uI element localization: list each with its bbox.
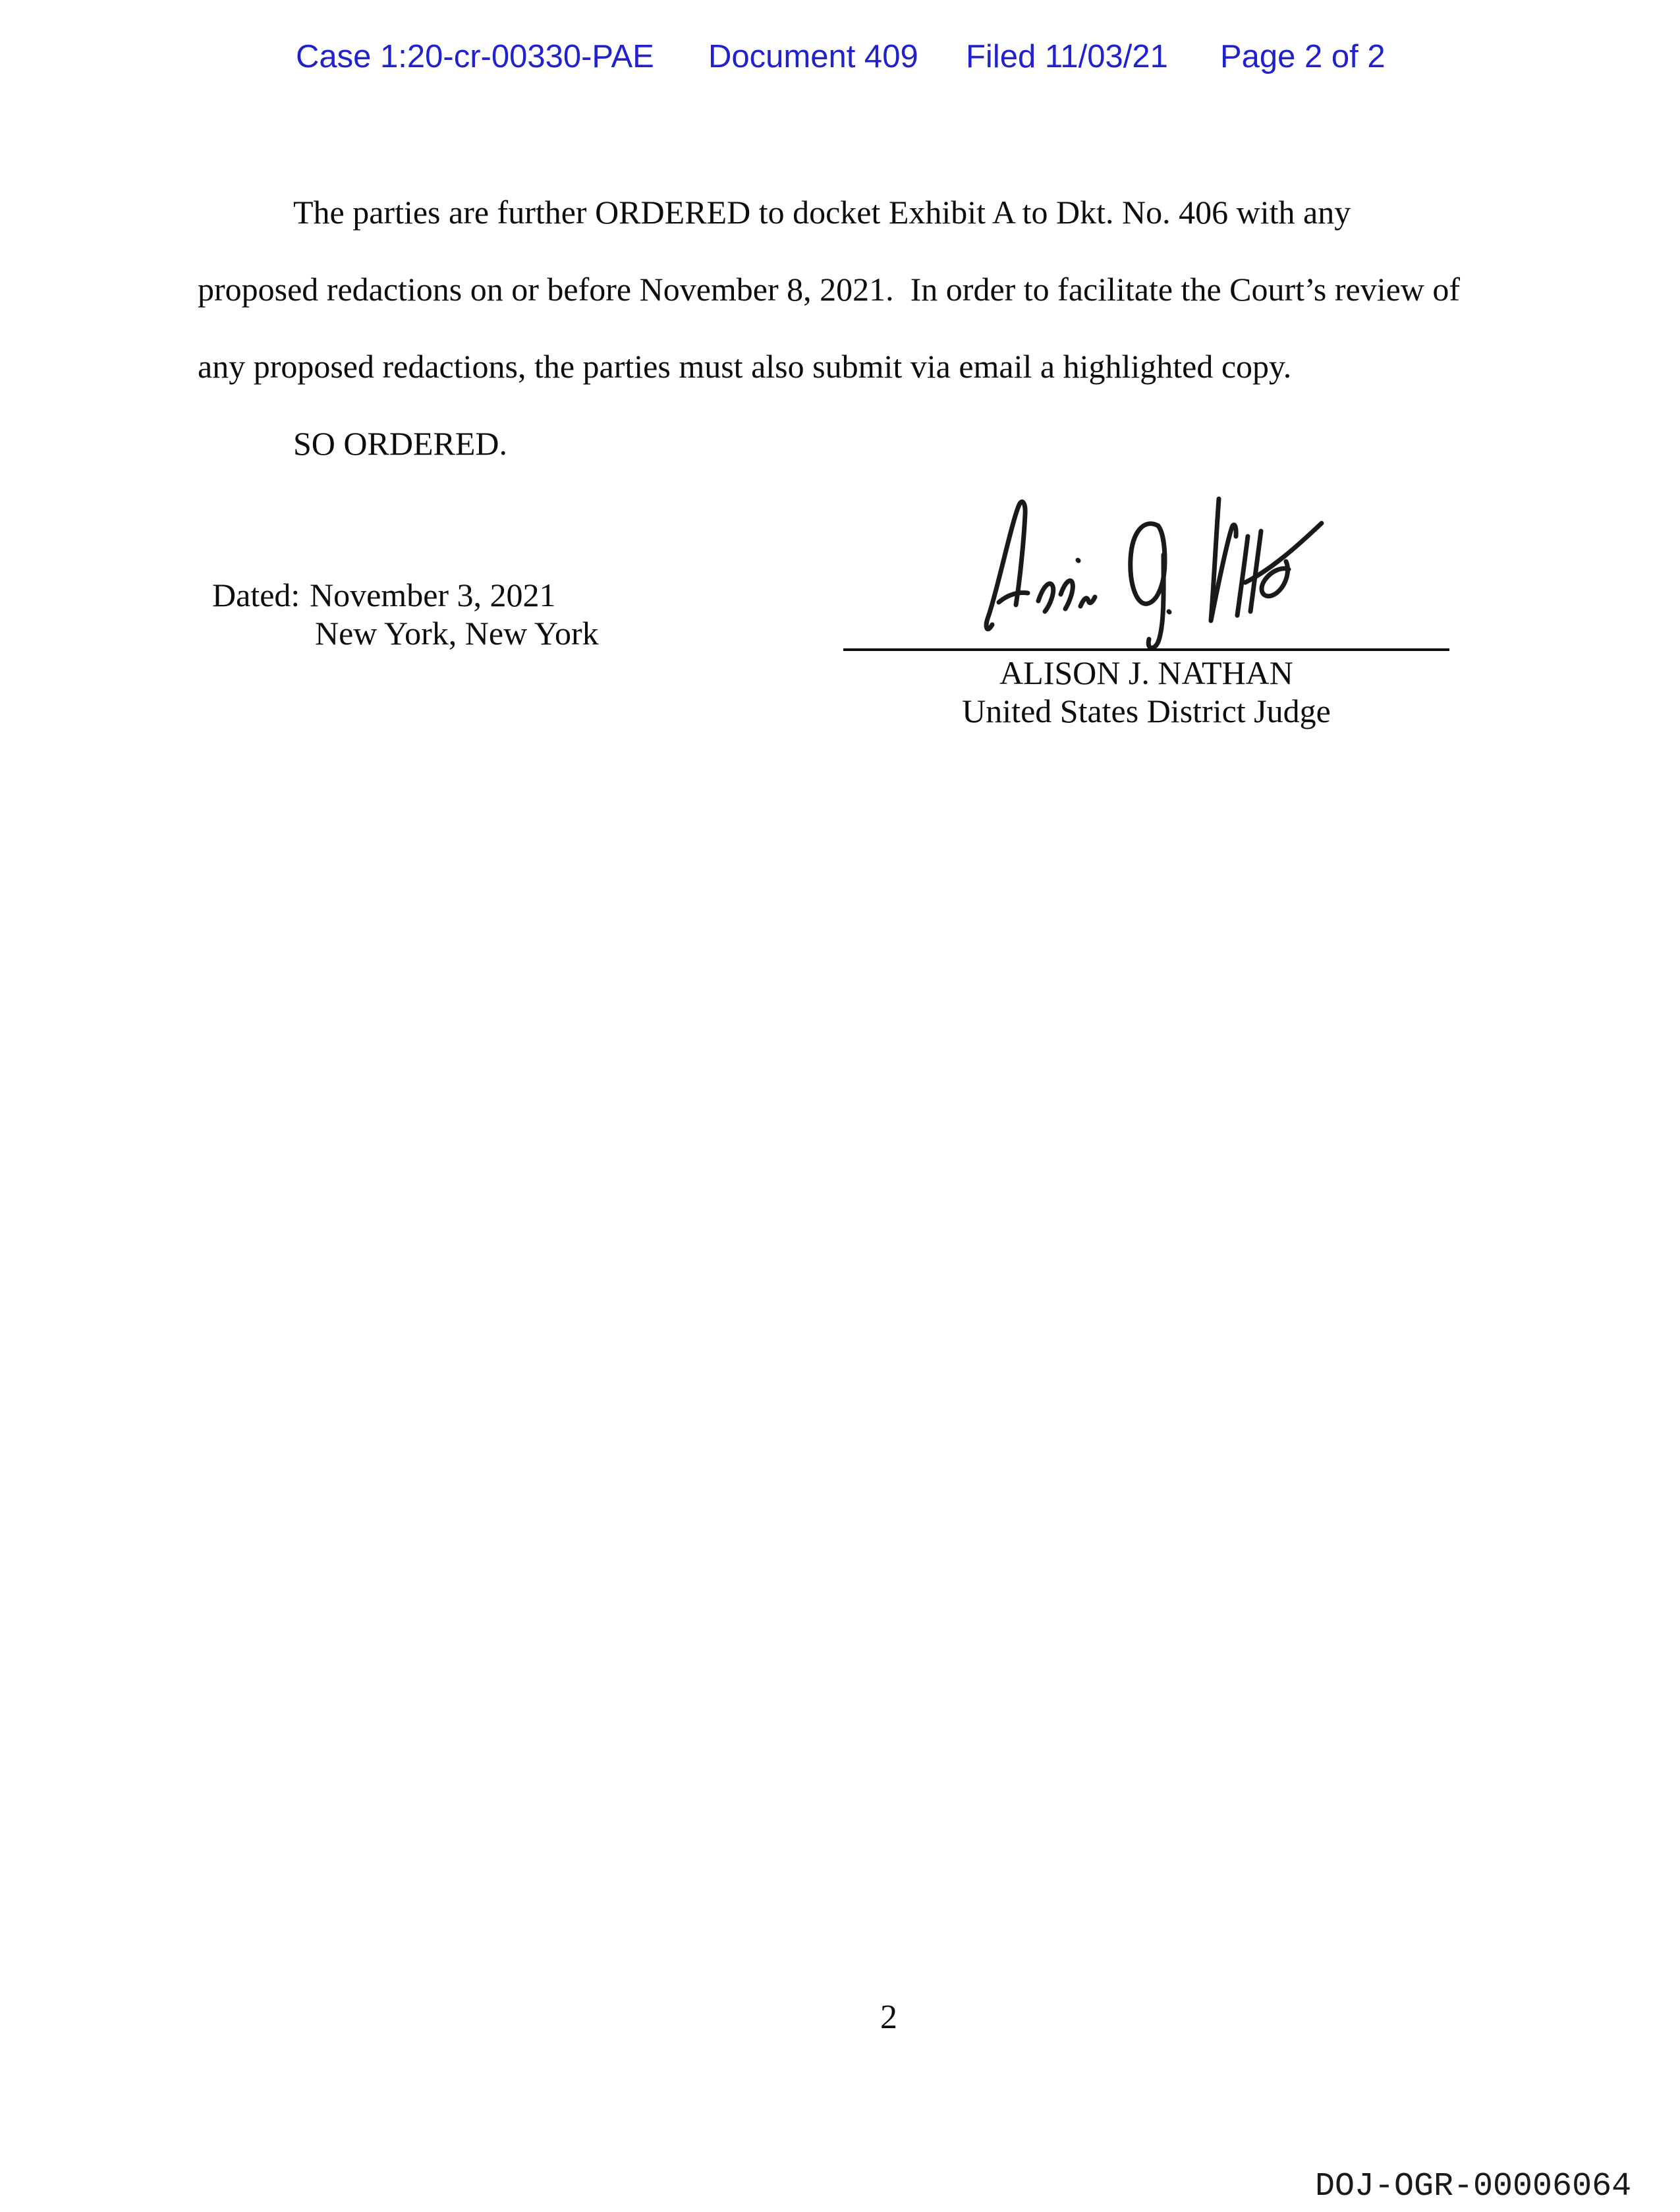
signer-title: United States District Judge <box>962 693 1331 729</box>
dated-date: November 3, 2021 <box>310 577 556 613</box>
header-filed-date: Filed 11/03/21 <box>966 39 1168 74</box>
signer-name: ALISON J. NATHAN <box>999 654 1293 691</box>
order-paragraph <box>198 174 1548 482</box>
paragraph-line: any proposed redactions, the parties must also submit via email a highlighted copy. <box>198 348 1292 385</box>
so-ordered-line: SO ORDERED. <box>293 425 508 462</box>
header-document-number: Document 409 <box>708 39 918 74</box>
signature-line <box>843 648 1449 651</box>
page-number: 2 <box>880 1999 897 2036</box>
paragraph-line: proposed redactions on or before November 8, 2021. In order to facilitate the Court’s review of <box>198 271 1461 308</box>
signer-block <box>843 654 1449 730</box>
header-case-number: Case 1:20-cr-00330-PAE <box>296 39 654 74</box>
paragraph-line: The parties are further ORDERED to docket Exhibit A to Dkt. No. 406 with any <box>293 194 1351 231</box>
dated-place: New York, New York <box>315 615 599 652</box>
header-page-info: Page 2 of 2 <box>1220 39 1386 74</box>
dated-label: Dated: <box>212 577 300 613</box>
handwritten-signature-icon <box>982 496 1324 654</box>
bates-number: DOJ-OGR-00006064 <box>1315 2168 1632 2205</box>
